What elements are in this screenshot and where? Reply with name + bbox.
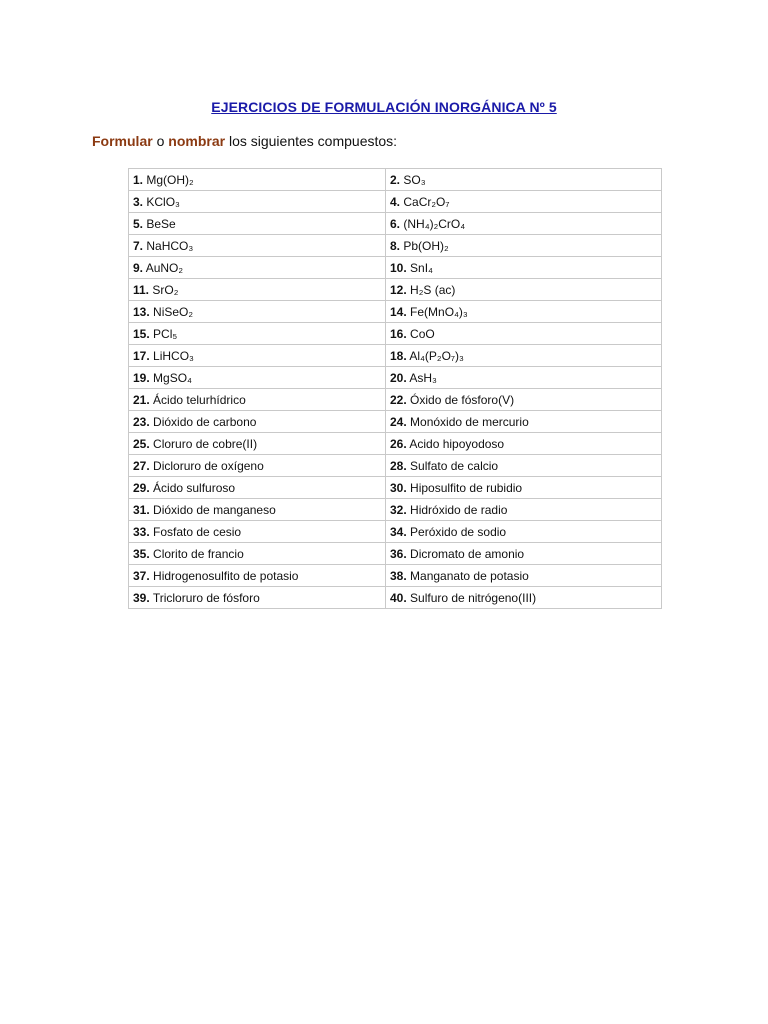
exercise-number: 17. [133, 348, 150, 363]
exercise-compound: Dicromato de amonio [410, 546, 525, 561]
table-row [129, 235, 662, 257]
exercise-number: 31. [133, 502, 150, 517]
exercise-compound: PCl₅ [153, 326, 178, 341]
exercise-cell [129, 213, 386, 235]
exercise-compound: Dióxido de manganeso [153, 502, 276, 517]
exercise-compound: Hidrogenosulfito de potasio [153, 568, 299, 583]
exercise-compound: Fe(MnO₄)₃ [410, 304, 468, 319]
exercise-compound: KClO₃ [146, 194, 180, 209]
exercise-compound: Mg(OH)₂ [146, 172, 194, 187]
exercise-compound: NaHCO₃ [146, 238, 194, 253]
exercise-number: 12. [390, 282, 407, 297]
exercise-compound: Hidróxido de radio [410, 502, 508, 517]
exercise-compound: Ácido sulfuroso [153, 480, 236, 495]
exercise-compound: SO₃ [403, 172, 426, 187]
table-row [129, 191, 662, 213]
exercise-compound: Óxido de fósforo(V) [410, 392, 515, 407]
exercise-number: 29. [133, 480, 150, 495]
exercise-number: 16. [390, 326, 407, 341]
exercise-compound: SnI₄ [410, 260, 433, 275]
exercise-number: 14. [390, 304, 407, 319]
exercise-cell [386, 455, 662, 477]
exercise-compound: NiSeO₂ [153, 304, 194, 319]
exercise-number: 35. [133, 546, 150, 561]
exercise-cell [386, 191, 662, 213]
exercise-compound: CaCr₂O₇ [403, 194, 450, 209]
exercise-number: 34. [390, 524, 407, 539]
exercise-number: 22. [390, 392, 407, 407]
exercise-number: 27. [133, 458, 150, 473]
exercise-number: 7. [133, 238, 144, 253]
exercise-compound: SrO₂ [152, 282, 179, 297]
table-row [129, 257, 662, 279]
exercise-cell [129, 587, 386, 609]
exercise-number: 25. [133, 436, 150, 451]
exercise-number: 24. [390, 414, 407, 429]
exercise-number: 18. [390, 348, 407, 363]
exercise-number: 20. [390, 370, 407, 385]
page-title: EJERCICIOS DE FORMULACIÓN INORGÁNICA Nº 5 [211, 99, 557, 115]
exercise-cell [129, 257, 386, 279]
exercise-cell [386, 521, 662, 543]
exercise-number: 5. [133, 216, 144, 231]
exercise-cell [129, 477, 386, 499]
exercise-compound: Sulfato de calcio [410, 458, 499, 473]
exercise-cell [129, 169, 386, 191]
table-row [129, 543, 662, 565]
table-row [129, 301, 662, 323]
exercise-compound: LiHCO₃ [153, 348, 194, 363]
instruction-keyword-formular: Formular [92, 133, 153, 149]
exercise-number: 30. [390, 480, 407, 495]
exercise-number: 19. [133, 370, 150, 385]
instruction-conjunction: o [152, 133, 169, 149]
exercise-compound: Tricloruro de fósforo [152, 590, 260, 605]
exercise-cell [386, 367, 662, 389]
instruction-rest: los siguientes compuestos: [225, 133, 398, 149]
exercise-number: 37. [133, 568, 150, 583]
exercise-number: 1. [133, 172, 144, 187]
exercise-number: 21. [133, 392, 150, 407]
exercise-compound: Ácido telurhídrico [153, 392, 246, 407]
exercise-compound: Al₄(P₂O₇)₃ [409, 348, 464, 363]
exercise-compound: (NH₄)₂CrO₄ [403, 216, 466, 231]
table-row [129, 169, 662, 191]
exercise-number: 10. [390, 260, 407, 275]
exercise-cell [129, 565, 386, 587]
table-row [129, 499, 662, 521]
exercise-cell [129, 455, 386, 477]
exercise-cell [129, 521, 386, 543]
exercise-cell [386, 169, 662, 191]
exercise-compound: BeSe [146, 216, 176, 231]
exercise-number: 33. [133, 524, 150, 539]
exercise-cell [129, 279, 386, 301]
exercise-cell [386, 257, 662, 279]
table-row [129, 323, 662, 345]
exercise-cell [129, 389, 386, 411]
exercise-cell [129, 235, 386, 257]
exercise-number: 15. [133, 326, 150, 341]
exercise-number: 6. [390, 216, 401, 231]
exercise-compound: H₂S (ac) [410, 282, 456, 297]
exercise-cell [129, 191, 386, 213]
table-row [129, 433, 662, 455]
exercise-compound: Manganato de potasio [410, 568, 529, 583]
exercise-cell [386, 565, 662, 587]
exercise-cell [129, 433, 386, 455]
exercise-compound: AsH₃ [409, 370, 437, 385]
table-row [129, 367, 662, 389]
exercise-compound: Peróxido de sodio [410, 524, 507, 539]
instruction-text [92, 133, 397, 149]
exercise-compound: Fosfato de cesio [153, 524, 242, 539]
table-row [129, 279, 662, 301]
exercise-cell [386, 345, 662, 367]
exercise-cell [129, 323, 386, 345]
exercise-cell [386, 499, 662, 521]
exercise-number: 26. [390, 436, 407, 451]
exercise-number: 11. [133, 282, 150, 297]
exercise-number: 32. [390, 502, 407, 517]
exercise-cell [129, 543, 386, 565]
exercise-compound: Sulfuro de nitrógeno(III) [410, 590, 537, 605]
exercise-compound: Pb(OH)₂ [403, 238, 449, 253]
exercise-number: 2. [390, 172, 401, 187]
exercise-number: 8. [390, 238, 401, 253]
exercise-number: 40. [390, 590, 407, 605]
exercise-number: 28. [390, 458, 407, 473]
exercise-number: 9. [133, 260, 144, 275]
exercise-number: 23. [133, 414, 150, 429]
exercise-number: 3. [133, 194, 144, 209]
exercise-cell [386, 323, 662, 345]
exercise-cell [386, 279, 662, 301]
exercise-compound: MgSO₄ [153, 370, 192, 385]
table-row [129, 455, 662, 477]
exercise-compound: Clorito de francio [153, 546, 244, 561]
exercise-cell [386, 543, 662, 565]
table-row [129, 389, 662, 411]
exercise-cell [386, 235, 662, 257]
exercise-cell [386, 301, 662, 323]
exercise-compound: Acido hipoyodoso [409, 436, 505, 451]
table-row [129, 587, 662, 609]
table-row [129, 411, 662, 433]
exercise-table [128, 168, 662, 609]
exercise-cell [129, 499, 386, 521]
exercise-compound: Dicloruro de oxígeno [153, 458, 264, 473]
exercise-cell [129, 345, 386, 367]
instruction-keyword-nombrar: nombrar [168, 133, 226, 149]
exercise-compound: Hiposulfito de rubidio [410, 480, 523, 495]
table-row [129, 213, 662, 235]
exercise-number: 38. [390, 568, 407, 583]
exercise-number: 36. [390, 546, 407, 561]
exercise-cell [386, 389, 662, 411]
exercise-cell [129, 301, 386, 323]
table-row [129, 477, 662, 499]
exercise-number: 13. [133, 304, 150, 319]
exercise-cell [129, 367, 386, 389]
exercise-compound: Monóxido de mercurio [410, 414, 529, 429]
exercise-compound: CoO [410, 326, 435, 341]
exercise-cell [386, 411, 662, 433]
exercise-cell [386, 587, 662, 609]
exercise-cell [129, 411, 386, 433]
table-row [129, 521, 662, 543]
exercise-cell [386, 213, 662, 235]
exercise-cell [386, 477, 662, 499]
exercise-compound: AuNO₂ [145, 260, 184, 275]
exercise-number: 4. [390, 194, 401, 209]
table-row [129, 565, 662, 587]
table-row [129, 345, 662, 367]
exercise-cell [386, 433, 662, 455]
exercise-compound: Dióxido de carbono [153, 414, 257, 429]
exercise-number: 39. [133, 590, 150, 605]
exercise-compound: Cloruro de cobre(II) [153, 436, 258, 451]
